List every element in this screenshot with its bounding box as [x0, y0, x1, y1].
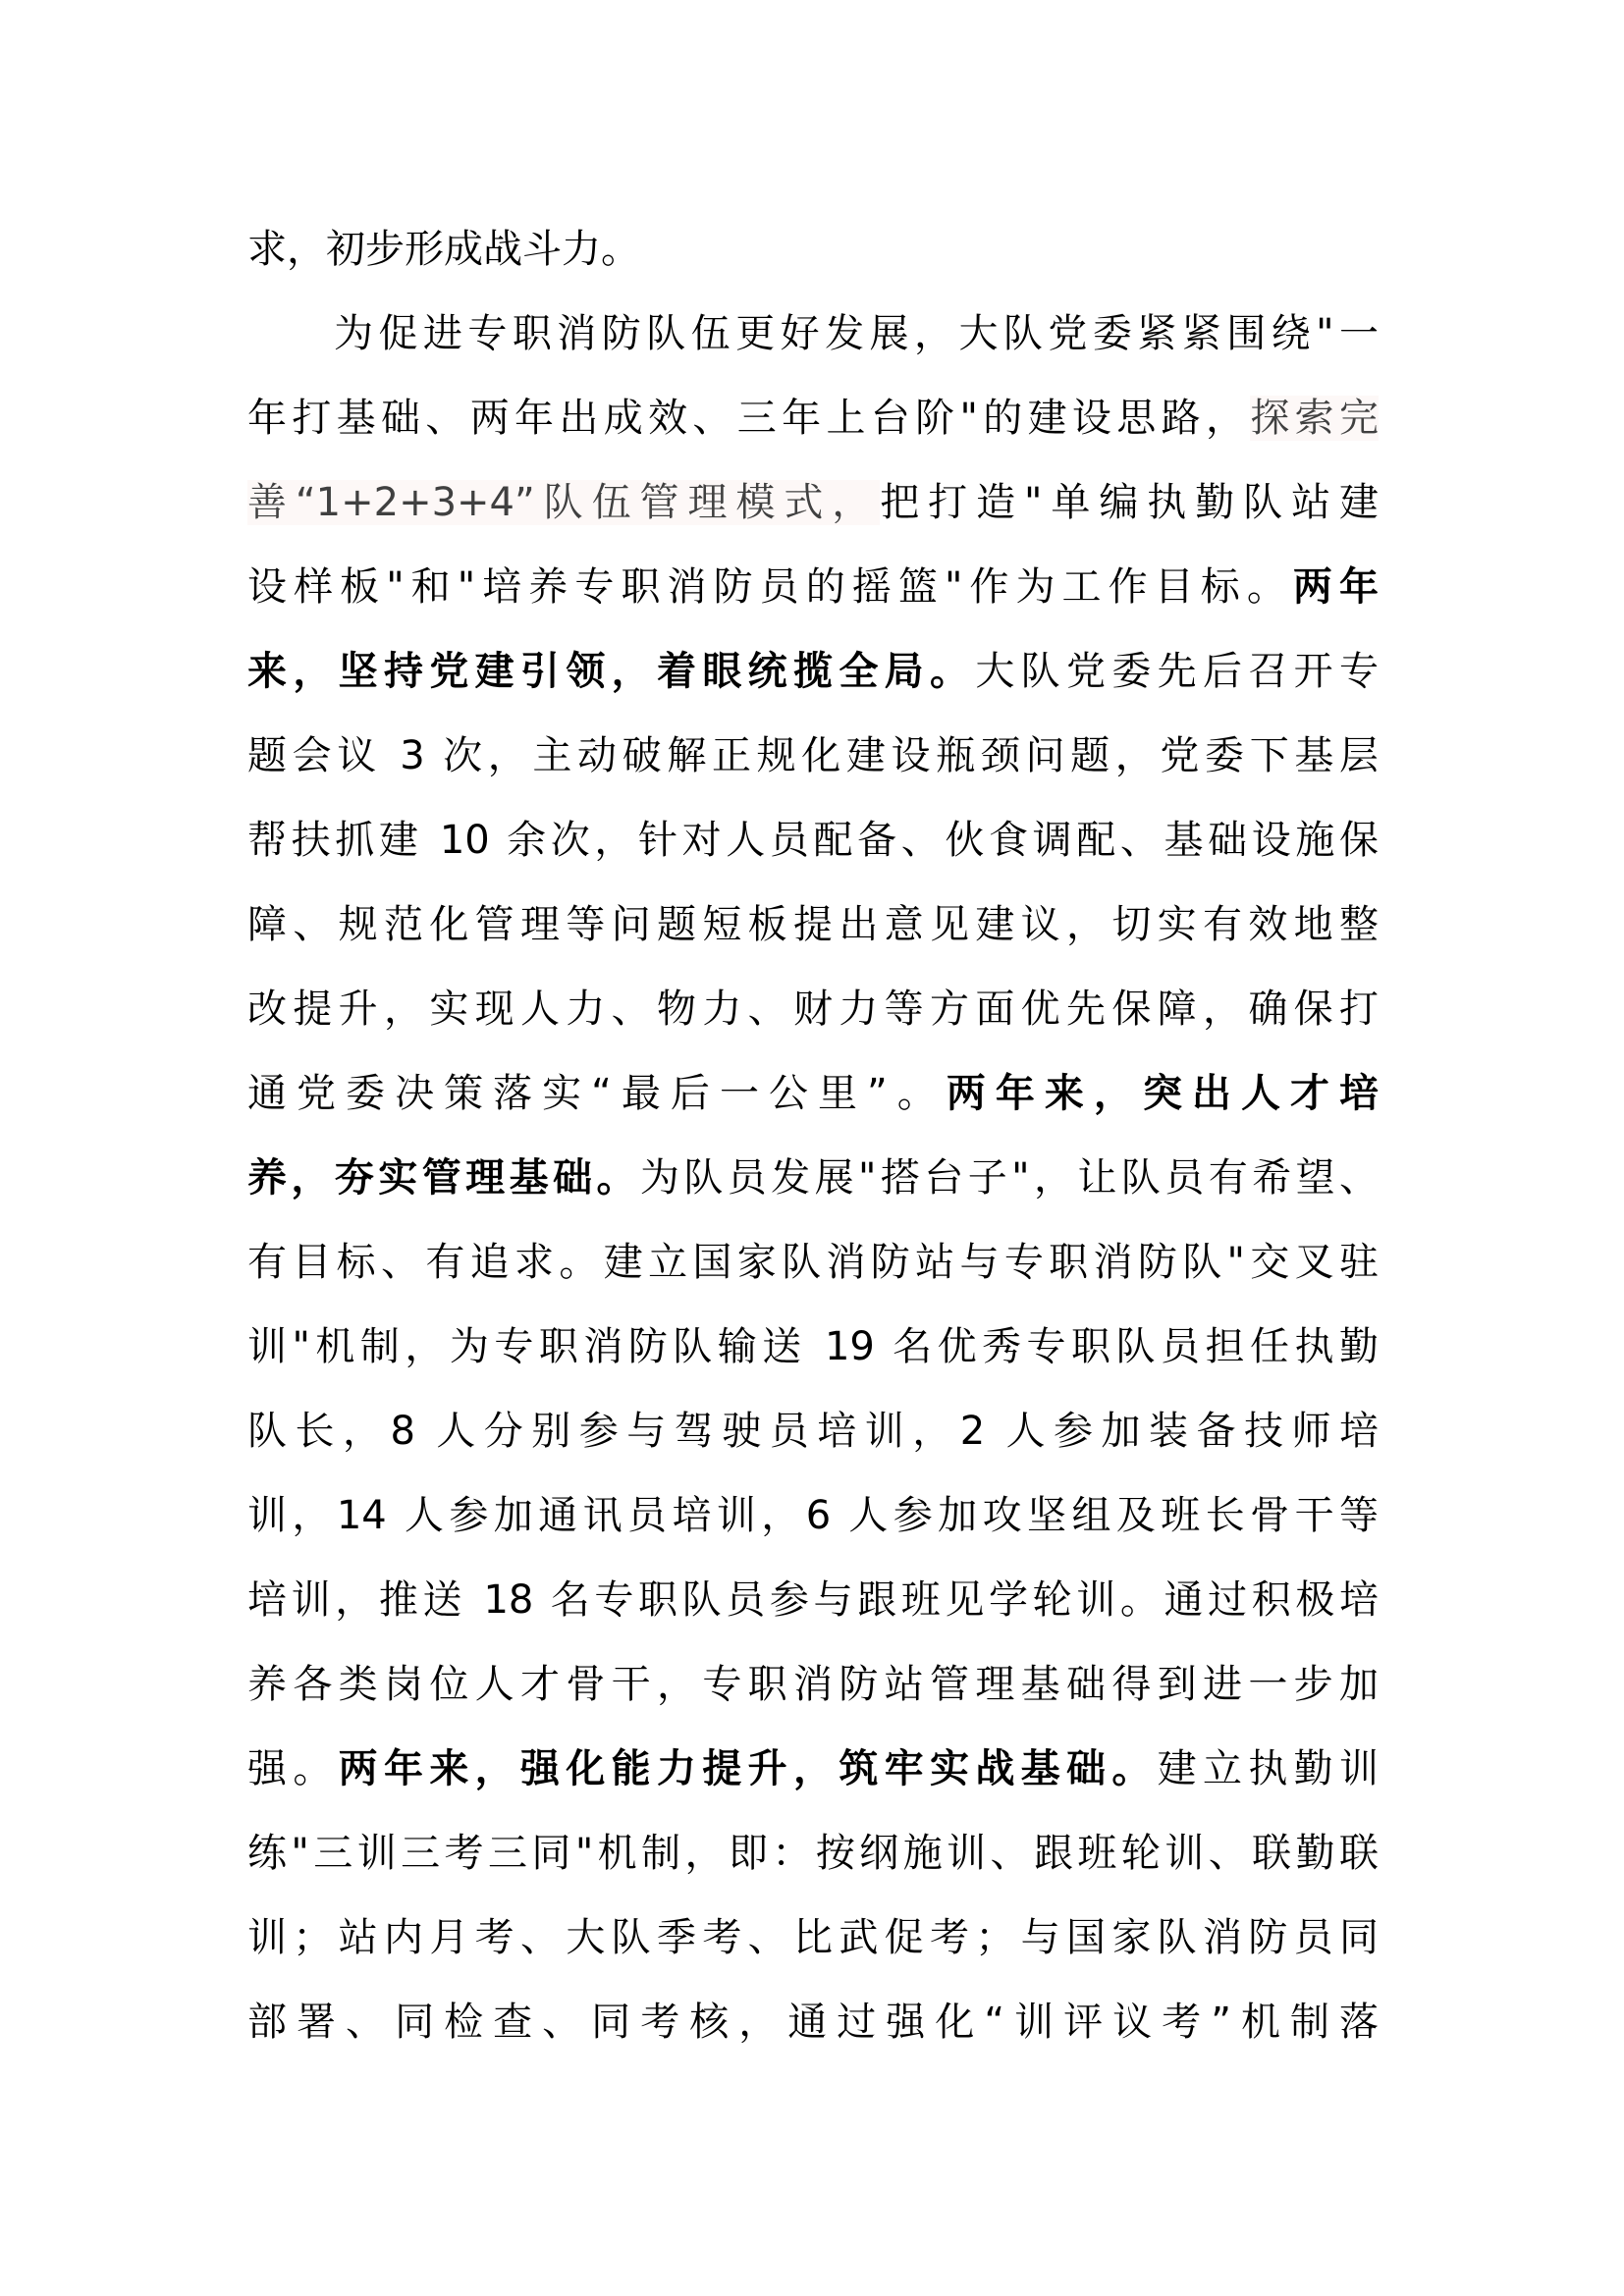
text-line — [247, 306, 1379, 391]
body-text-segment: 练"三训三考三同"机制，即：按纲施训、跟班轮训、联勤联 — [247, 1831, 1379, 1876]
body-text-segment: 训，14 人参加通讯员培训，6 人参加攻坚组及班长骨干等 — [247, 1493, 1379, 1538]
highlighted-text: 善“1+2+3+4”队伍管理模式， — [247, 480, 881, 525]
highlighted-text: 探索完 — [1250, 396, 1379, 441]
text-line — [247, 1319, 1379, 1404]
body-text-segment: 训；站内月考、大队季考、比武促考；与国家队消防员同 — [247, 1915, 1379, 1960]
bold-heading-text: 养，夯实管理基础。 — [247, 1155, 640, 1201]
text-line — [247, 1826, 1379, 1910]
text-line — [247, 475, 1379, 560]
text-line — [247, 1404, 1379, 1488]
body-text-segment: 题会议 3 次，主动破解正规化建设瓶颈问题，党委下基层 — [247, 733, 1379, 778]
text-line — [247, 222, 1379, 306]
text-line — [247, 1235, 1379, 1319]
body-text-segment: 设样板"和"培养专职消防员的摇篮"作为工作目标。 — [247, 564, 1293, 610]
body-text — [247, 222, 1379, 2079]
text-line — [247, 560, 1379, 644]
text-line — [247, 644, 1379, 728]
bold-heading-text: 两年来，强化能力提升，筑牢实战基础。 — [338, 1746, 1158, 1791]
text-line — [247, 1741, 1379, 1826]
bold-heading-text: 来，坚持党建引领，着眼统揽全局。 — [247, 649, 976, 694]
body-text-segment: 养各类岗位人才骨干，专职消防站管理基础得到进一步加 — [247, 1662, 1379, 1707]
body-text-segment: 通党委决策落实“最后一公里”。 — [247, 1071, 947, 1116]
bold-heading-text: 两年 — [1292, 564, 1379, 610]
body-text-segment: 为队员发展"搭台子"，让队员有希望、 — [639, 1155, 1380, 1201]
text-line — [247, 1488, 1379, 1573]
body-text-segment: 建立执勤训 — [1157, 1746, 1380, 1791]
body-text-segment: 障、规范化管理等问题短板提出意见建议，切实有效地整 — [247, 902, 1379, 947]
body-text-segment: 大队党委先后召开专 — [975, 649, 1380, 694]
text-line — [247, 1573, 1379, 1657]
text-line — [247, 1657, 1379, 1741]
body-text-segment: 培训，推送 18 名专职队员参与跟班见学轮训。通过积极培 — [247, 1577, 1379, 1623]
body-text-segment: 队长，8 人分别参与驾驶员培训，2 人参加装备技师培 — [247, 1409, 1379, 1454]
text-line — [247, 728, 1379, 813]
text-line — [247, 1150, 1379, 1235]
body-text-segment: 求，初步形成战斗力。 — [247, 227, 640, 272]
body-text-segment: 改提升，实现人力、物力、财力等方面优先保障，确保打 — [247, 987, 1379, 1032]
text-line — [247, 1066, 1379, 1150]
text-line — [247, 1995, 1379, 2079]
text-line — [247, 813, 1379, 897]
text-line — [247, 1910, 1379, 1995]
body-text-segment: 帮扶抓建 10 余次，针对人员配备、伙食调配、基础设施保 — [247, 818, 1379, 863]
bold-heading-text: 两年来，突出人才培 — [946, 1071, 1380, 1116]
body-text-segment: 有目标、有追求。建立国家队消防站与专职消防队"交叉驻 — [247, 1240, 1379, 1285]
text-line — [247, 982, 1379, 1066]
body-text-segment: 年打基础、两年出成效、三年上台阶"的建设思路， — [247, 396, 1251, 441]
text-line — [247, 391, 1379, 475]
text-line — [247, 897, 1379, 982]
body-text-segment: 部署、同检查、同考核，通过强化“训评议考”机制落 — [247, 2000, 1379, 2045]
body-text-segment: 强。 — [247, 1746, 339, 1791]
body-text-segment: 为促进专职消防队伍更好发展，大队党委紧紧围绕"一 — [334, 311, 1379, 356]
body-text-segment: 把打造"单编执勤队站建 — [880, 480, 1379, 525]
body-text-segment: 训"机制，为专职消防队输送 19 名优秀专职队员担任执勤 — [247, 1324, 1379, 1369]
